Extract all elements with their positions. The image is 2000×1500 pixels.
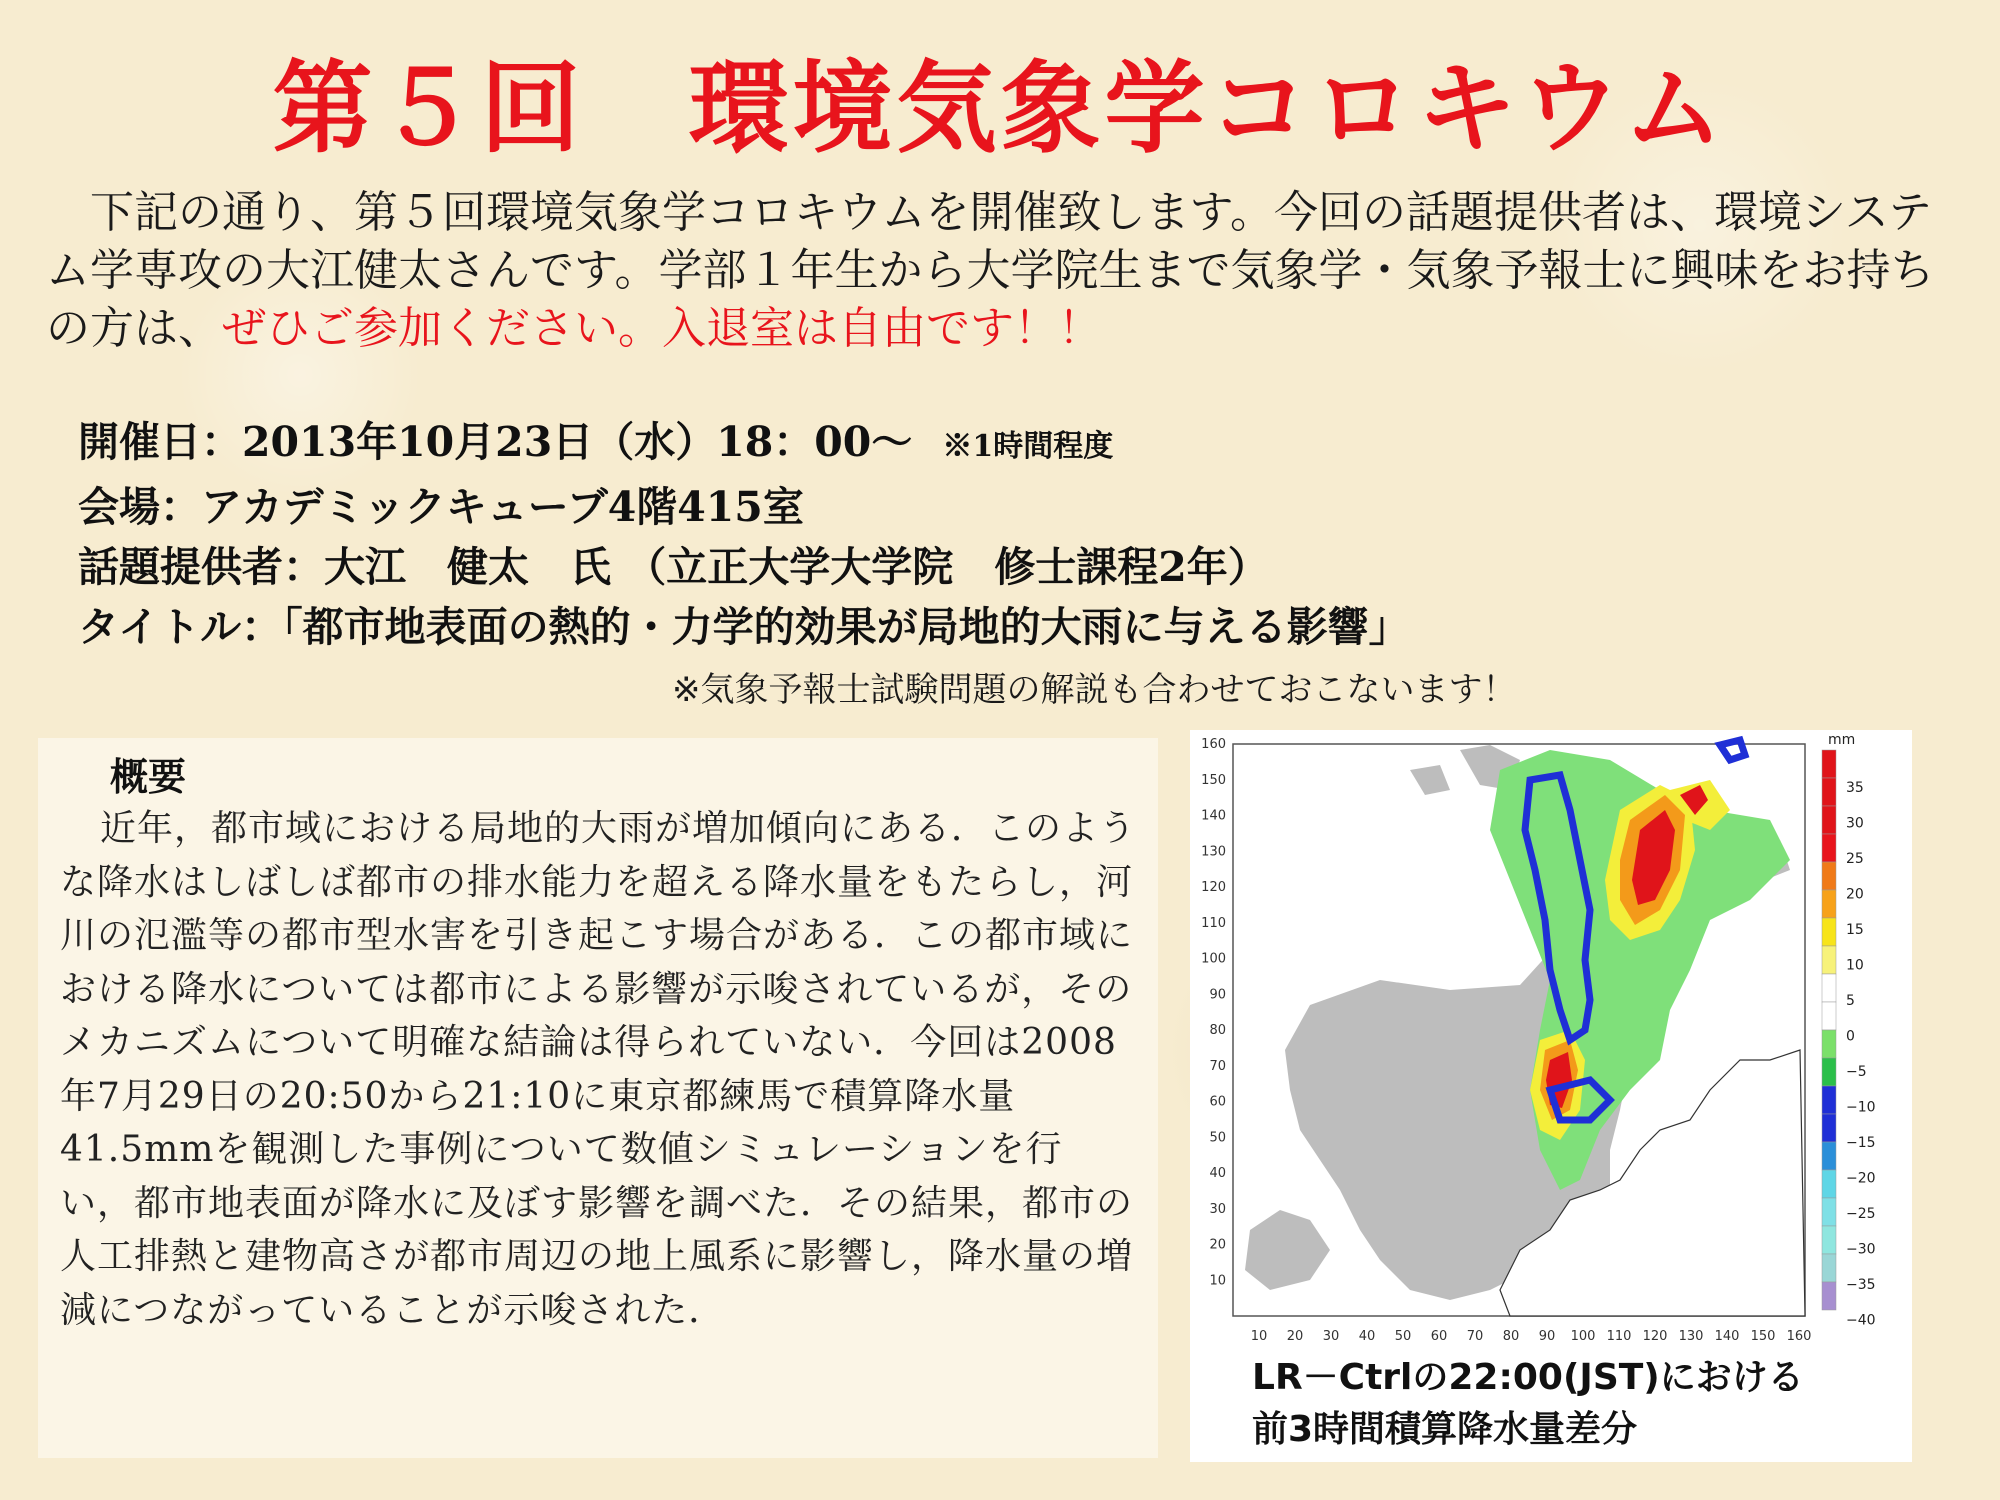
y-axis-ticks	[1201, 737, 1226, 1288]
y-tick-label: 160	[1201, 737, 1226, 752]
y-tick-label: 120	[1201, 880, 1226, 895]
y-tick-label: 80	[1209, 1023, 1226, 1038]
x-tick-label: 150	[1750, 1329, 1776, 1344]
colorbar-label: −10	[1846, 1099, 1876, 1116]
x-tick-label: 90	[1538, 1329, 1556, 1344]
y-tick-label: 130	[1201, 844, 1226, 860]
event-talk-title: タイトル：「都市地表面の熱的・力学的効果が局地的大雨に与える影響」	[78, 603, 1410, 651]
figure-caption-line1: LR－Ctrlの22:00(JST)における	[1252, 1357, 1804, 1398]
x-tick-label: 20	[1286, 1329, 1304, 1344]
y-tick-label: 30	[1209, 1201, 1226, 1217]
colorbar-segment	[1822, 918, 1836, 946]
colorbar-unit: mm	[1828, 732, 1856, 748]
figure-caption-line2: 前3時間積算降水量差分	[1252, 1409, 1638, 1450]
x-tick-label: 140	[1714, 1329, 1740, 1344]
figure-caption	[1252, 1352, 1804, 1456]
colorbar-label: −40	[1846, 1312, 1876, 1329]
colorbar-segment	[1822, 1170, 1836, 1198]
colorbar-segment	[1822, 862, 1836, 890]
colorbar-label: 5	[1846, 993, 1855, 1009]
colorbar-label: −25	[1846, 1206, 1876, 1222]
colorbar-label: 35	[1846, 780, 1864, 796]
y-tick-label: 100	[1201, 951, 1226, 967]
colorbar-label: 20	[1846, 886, 1864, 903]
colorbar-segment	[1822, 1226, 1836, 1254]
colorbar-label: 25	[1846, 851, 1864, 867]
x-tick-label: 110	[1606, 1329, 1632, 1344]
colorbar-label: 30	[1846, 815, 1864, 832]
x-tick-label: 10	[1250, 1329, 1268, 1344]
event-details	[78, 412, 1778, 657]
x-tick-label: 50	[1394, 1329, 1412, 1344]
intro-text: 下記の通り、第５回環境気象学コロキウムを開催致します。今回の話題提供者は、環境システム学専攻の大江健太さんです。学部１年生から大学院生まで気象学・気象予報士に興味をお持ちの方は、	[46, 187, 1935, 354]
intro-highlight: ぜひご参加ください。入退室は自由です！！	[222, 303, 1102, 354]
y-tick-label: 90	[1209, 987, 1226, 1003]
colorbar-segment	[1822, 946, 1836, 974]
event-date-row	[78, 412, 1778, 477]
page-title: 第５回 環境気象学コロキウム	[272, 50, 1728, 167]
y-tick-label: 140	[1201, 808, 1226, 824]
x-tick-label: 60	[1430, 1329, 1448, 1344]
y-tick-label: 110	[1201, 915, 1226, 931]
colorbar-segment	[1822, 1142, 1836, 1170]
y-tick-label: 40	[1209, 1166, 1226, 1181]
event-duration: ※1時間程度	[942, 429, 1114, 464]
x-tick-label: 100	[1570, 1329, 1596, 1344]
colorbar-label: −20	[1846, 1170, 1876, 1187]
colorbar-segment	[1822, 778, 1836, 806]
y-tick-label: 60	[1209, 1094, 1226, 1110]
abstract-body	[60, 802, 1136, 1337]
x-tick-label: 120	[1642, 1329, 1668, 1344]
colorbar-segment	[1822, 1254, 1836, 1282]
colorbar-label: 10	[1846, 957, 1864, 974]
x-tick-label: 80	[1502, 1329, 1520, 1344]
abstract-heading: 概要	[110, 755, 187, 799]
colorbar-segment	[1822, 806, 1836, 834]
colorbar-label: −30	[1846, 1241, 1876, 1258]
colorbar-label: −35	[1846, 1277, 1876, 1293]
x-tick-label: 30	[1322, 1329, 1340, 1344]
colorbar-segment	[1822, 1114, 1836, 1142]
colorbar-segment	[1822, 1030, 1836, 1058]
x-tick-label: 70	[1466, 1329, 1484, 1344]
event-venue: 会場：アカデミックキューブ4階415室	[78, 483, 804, 531]
x-tick-label: 40	[1358, 1329, 1376, 1344]
colorbar-segment	[1822, 1086, 1836, 1114]
abstract-body-text: 近年，都市域における局地的大雨が増加傾向にある．このような降水はしばしば都市の排水能力を超える降水量をもたらし，河川の氾濫等の都市型水害を引き起こす場合がある．この都市域における降水については都市による影響が示唆されているが，そのメカニズムについて明確な結論は得られていない．今回は2008年7月29日の20:50から21:10に東京都練馬で積算降水量41.5mmを観測した事例について数値シミュレーションを行い，都市地表面が降水に及ぼす影響を調べた．その結果，都市の人工排熱と建物高さが都市周辺の地上風系に影響し，降水量の増減につながっていることが示唆された．	[60, 808, 1137, 1331]
colorbar-segment	[1822, 1198, 1836, 1226]
colorbar-segment	[1822, 974, 1836, 1002]
colorbar-segment	[1822, 890, 1836, 918]
x-axis-ticks	[1251, 1329, 1812, 1344]
event-note: ※気象予報士試験問題の解説も合わせておこないます！	[672, 670, 1517, 710]
colorbar-label: 15	[1846, 922, 1864, 938]
colorbar-segment	[1822, 1282, 1836, 1310]
colorbar	[1822, 750, 1876, 1329]
precipitation-figure	[1190, 730, 1912, 1462]
abstract-box	[38, 738, 1158, 1458]
colorbar-label: 0	[1846, 1028, 1855, 1045]
y-tick-label: 20	[1209, 1237, 1226, 1253]
y-tick-label: 150	[1201, 772, 1226, 788]
event-speaker: 話題提供者：大江 健太 氏 （立正大学大学院 修士課程2年）	[78, 543, 1269, 591]
x-tick-label: 130	[1678, 1329, 1704, 1344]
y-tick-label: 10	[1209, 1273, 1226, 1289]
colorbar-label: −15	[1846, 1135, 1876, 1151]
colorbar-segment	[1822, 1002, 1836, 1030]
colorbar-segment	[1822, 1058, 1836, 1086]
event-date: 開催日：2013年10月23日（水）18：00～	[78, 418, 913, 466]
intro-paragraph	[46, 184, 1966, 358]
colorbar-segment	[1822, 750, 1836, 778]
colorbar-segment	[1822, 834, 1836, 862]
y-tick-label: 70	[1209, 1058, 1226, 1074]
x-tick-label: 160	[1786, 1329, 1812, 1344]
precipitation-map	[1190, 730, 1912, 1350]
y-tick-label: 50	[1209, 1130, 1226, 1146]
colorbar-label: −5	[1846, 1064, 1867, 1080]
